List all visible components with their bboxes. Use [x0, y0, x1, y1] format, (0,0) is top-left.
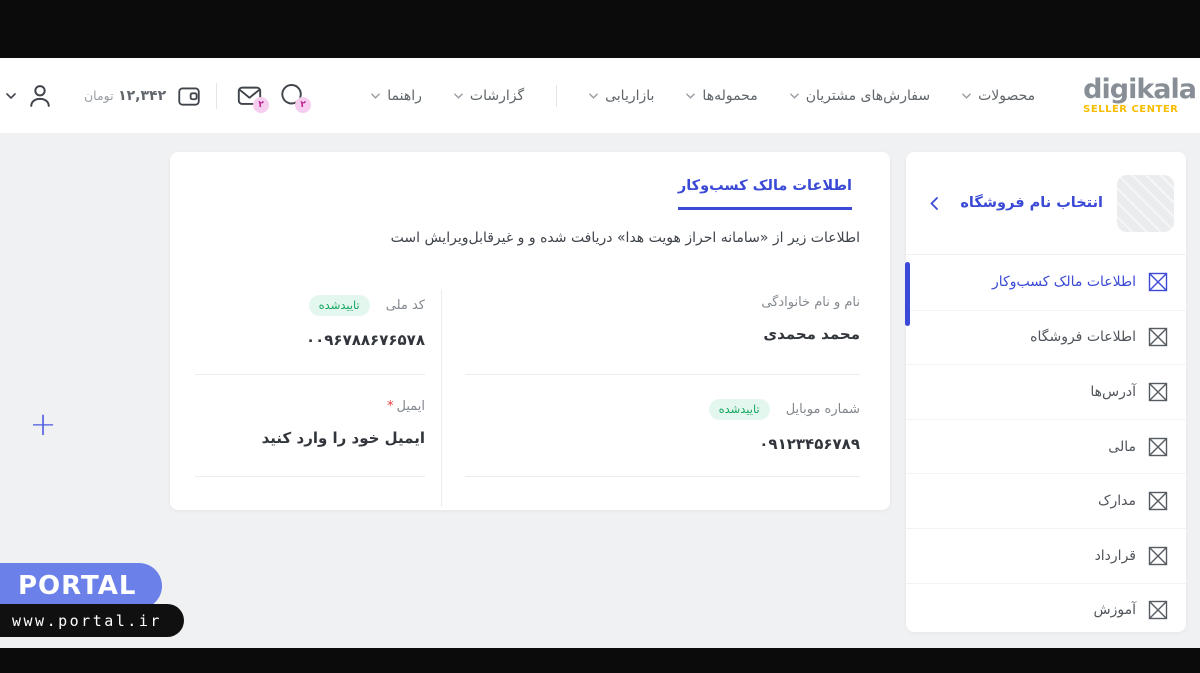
chevron-down-icon — [686, 93, 695, 99]
chevron-down-icon — [790, 93, 799, 99]
chat-button[interactable] — [277, 82, 305, 110]
header-icon-divider — [216, 83, 217, 109]
sidebar-item-training[interactable] — [906, 583, 1186, 638]
tab-business-owner-info[interactable]: اطلاعات مالک کسب‌وکار — [678, 178, 852, 210]
placeholder-box-icon — [1148, 327, 1168, 347]
sidebar-menu — [906, 254, 1186, 637]
nav-item-products[interactable] — [962, 88, 1035, 104]
sidebar-item-store-info[interactable] — [906, 310, 1186, 365]
wallet-amount: ۱۲,۳۴۲ — [118, 87, 167, 104]
messages-count-badge: ۲ — [253, 97, 269, 113]
nav-label: راهنما — [387, 87, 422, 104]
nav-label: محصولات — [978, 87, 1036, 104]
placeholder-box-icon — [1148, 600, 1168, 620]
header-account-cluster — [6, 58, 305, 133]
field-national-id — [195, 295, 425, 375]
store-selector-label: انتخاب نام فروشگاه — [960, 195, 1103, 211]
field-fullname — [465, 295, 860, 375]
sidebar-item-business-owner-info[interactable] — [906, 255, 1186, 310]
settings-sidebar — [906, 152, 1186, 632]
sidebar-item-label: آدرس‌ها — [1090, 383, 1136, 400]
wallet-currency: تومان — [84, 87, 114, 103]
nav-item-reports[interactable] — [454, 88, 524, 104]
sidebar-item-label: اطلاعات فروشگاه — [1030, 329, 1136, 346]
email-input-placeholder[interactable]: ایمیل خود را وارد کنید — [261, 429, 425, 447]
wallet-icon[interactable] — [176, 83, 202, 109]
nav-item-marketing[interactable] — [589, 88, 654, 104]
sidebar-item-addresses[interactable] — [906, 364, 1186, 419]
chevron-down-icon — [371, 93, 380, 99]
field-mobile — [465, 399, 860, 477]
nav-label: محموله‌ها — [702, 87, 758, 104]
portal-watermark: PORTAL — [0, 563, 162, 609]
nav-item-shipments[interactable] — [686, 88, 757, 104]
user-account-icon[interactable] — [26, 82, 54, 110]
logo-sub-text: SELLER CENTER — [1083, 104, 1179, 115]
chevron-down-icon — [589, 93, 598, 99]
store-selector[interactable] — [906, 152, 1186, 254]
sidebar-scrollbar-thumb[interactable] — [905, 262, 910, 326]
mobile-label: شماره موبایل — [785, 402, 860, 417]
verified-badge: تاییدشده — [709, 399, 770, 420]
sidebar-item-contract[interactable] — [906, 528, 1186, 583]
chevron-down-icon — [962, 93, 971, 99]
placeholder-box-icon — [1148, 546, 1168, 566]
sidebar-item-financial[interactable] — [906, 419, 1186, 474]
sidebar-item-documents[interactable] — [906, 473, 1186, 528]
mobile-value: ۰۹۱۲۳۴۵۶۷۸۹ — [759, 435, 860, 453]
fullname-label: نام و نام خانوادگی — [761, 295, 860, 310]
top-black-bar — [0, 0, 1200, 58]
nav-item-customer-orders[interactable] — [790, 88, 930, 104]
placeholder-box-icon — [1148, 272, 1168, 292]
sidebar-item-label: آموزش — [1093, 602, 1136, 619]
chat-count-badge: ۲ — [295, 97, 311, 113]
chevron-left-icon — [930, 197, 938, 210]
fields-vertical-divider — [441, 290, 442, 507]
placeholder-box-icon — [1148, 437, 1168, 457]
fullname-value: محمد محمدی — [763, 325, 860, 343]
sidebar-item-label: مدارک — [1097, 493, 1136, 510]
placeholder-box-icon — [1148, 491, 1168, 511]
sidebar-item-label: مالی — [1108, 438, 1136, 455]
logo-brand-text: digikala — [1083, 74, 1196, 105]
card-description: اطلاعات زیر از «سامانه احراز هویت هدا» دریافت شده و و غیرقابل‌ویرایش است — [390, 230, 860, 246]
placeholder-box-icon — [1148, 382, 1168, 402]
business-owner-info-card — [170, 152, 890, 510]
nav-label: بازاریابی — [605, 87, 655, 104]
field-email[interactable] — [195, 399, 425, 477]
chevron-down-icon — [454, 93, 463, 99]
nav-divider — [556, 85, 557, 107]
header-nav — [371, 58, 1200, 133]
email-label: ایمیل* — [386, 399, 425, 414]
header — [0, 58, 1200, 133]
nav-item-help[interactable] — [371, 88, 422, 104]
add-button[interactable]: + — [29, 405, 57, 443]
nav-label: سفارش‌های مشتریان — [805, 87, 931, 104]
verified-badge: تاییدشده — [309, 295, 370, 316]
messages-button[interactable] — [235, 82, 263, 110]
required-asterisk: * — [386, 399, 394, 414]
bottom-black-bar — [0, 648, 1200, 673]
sidebar-item-label: قرارداد — [1094, 547, 1136, 564]
portal-watermark-url: www.portal.ir — [0, 604, 184, 637]
account-chevron-down-icon[interactable] — [6, 93, 16, 99]
store-thumbnail-placeholder — [1117, 175, 1174, 232]
national-id-label: کد ملی — [385, 298, 425, 313]
nav-label: گزارشات — [469, 87, 525, 104]
digikala-logo[interactable] — [1083, 76, 1196, 115]
wallet-balance[interactable] — [84, 88, 166, 104]
national-id-value: ۰۰۹۶۷۸۸۶۷۶۵۷۸ — [305, 331, 425, 349]
sidebar-item-label: اطلاعات مالک کسب‌وکار — [992, 274, 1136, 291]
